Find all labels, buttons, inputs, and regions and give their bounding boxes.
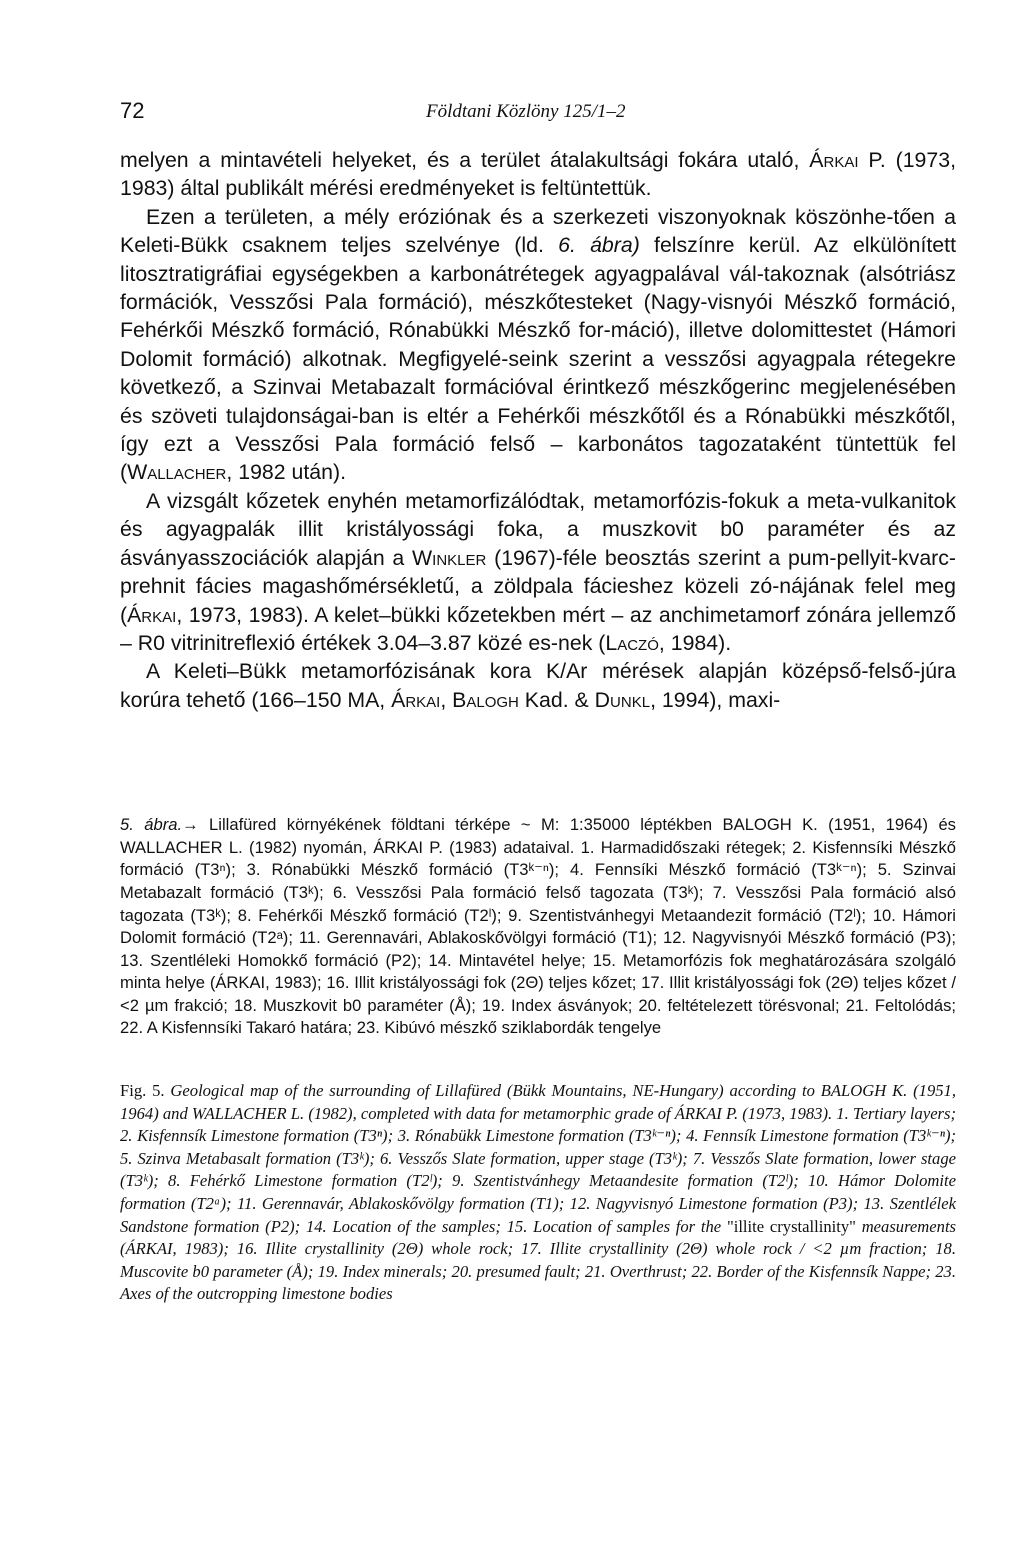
- caption-quote: "illite crystallinity": [726, 1216, 856, 1236]
- main-text: [120, 146, 956, 714]
- figure-label: 5. ábra.→: [120, 815, 199, 835]
- paragraph-3: A vizsgált kőzetek enyhén metamorfizálódtak, metamorfózis-fokuk a meta-vulkanitok és agyagpalák illit kristályossági foka, a muszkovit b0 paraméter és az ásványasszociációk alapján a Winkler (1967)-féle beosztás szerint a pum-pellyit-kvarc-prehnit fácies magashőmérsékletű, a zöldpala fácieshez közeli zó-nájának felel meg (Árkai, 1973, 1983). A kelet–bükki kőzetekben mért – az anchimetamorf zónára jellemző – R0 vitrinitreflexió értékek 3.04–3.87 közé es-nek (Laczó, 1984).: [120, 488, 957, 655]
- figure-reference: 6. ábra): [558, 233, 640, 258]
- author-name: Árkai, Balogh: [391, 687, 519, 712]
- author-name: Árkai P.: [809, 148, 886, 172]
- subscript-zero: 0: [732, 517, 744, 542]
- figure-caption-english: [120, 1080, 956, 1306]
- paragraph-1: melyen a mintavételi helyeket, és a terület átalakultsági fokára utaló, Árkai P. (1973, 1983) által publikált mérési eredményeket is feltüntettük.: [120, 148, 956, 201]
- figure-caption-hungarian: [120, 814, 956, 1040]
- caption-text: Geological map of the surrounding of Lillafüred (Bükk Mountains, NE-Hungary) according to BALOGH K. (1951, 1964) and WALLACHER L. (1982), completed with data for metamorphic grade of ÁRKAI P. (1973, 1983). 1. Tertiary layers; 2. Kisfennsík Limestone formation (T3ⁿ); 3. Rónabükk Limestone formation (T3ᵏ⁻ⁿ); 4. Fennsík Limestone formation (T3ᵏ⁻ⁿ); 5. Szinva Metabasalt formation (T3ᵏ); 6. Vesszős Slate formation, upper stage (T3ᵏ); 7. Vesszős Slate formation, lower stage (T3ᵏ); 8. Fehérkő Limestone formation (T2ˡ); 9. Szentistvánhegy Metaandesite formation (T2ˡ); 10. Hámor Dolomite formation (T2ᵃ); 11. Gerennavár, Ablakoskővölgy formation (T1); 12. Nagyvisnyó Limestone formation (P3); 13. Szentlélek Sandstone formation (P2); 14. Location of the samples; 15. Location of samples for the: [120, 1081, 956, 1236]
- author-name: Winkler: [412, 545, 487, 570]
- author-name: Laczó: [605, 630, 659, 655]
- page: [120, 98, 956, 1306]
- figure-label: Fig. 5.: [120, 1081, 165, 1101]
- paragraph-4: A Keleti–Bükk metamorfózisának kora K/Ar mérések alapján középső-felső-júra korúra tehető (166–150 MA, Árkai, Balogh Kad. & Dunkl, 1994), maxi-: [120, 659, 956, 712]
- author-name: Dunkl: [594, 687, 651, 712]
- running-header: [120, 98, 956, 134]
- page-number: 72: [120, 98, 145, 123]
- journal-title: Földtani Közlöny 125/1–2: [426, 101, 626, 122]
- paragraph-2: Ezen a területen, a mély eróziónak és a szerkezeti viszonyoknak köszönhe-tően a Keleti-Bükk csaknem teljes szelvénye (ld. 6. ábra) felszínre kerül. Az elkülönített litosztratigráfiai egységekben a karbonátrétegek agyagpalával vál-takoznak (alsótriász formációk, Vesszősi Pala formáció), mészkőtesteket (Nagy-visnyói Mészkő formáció, Fehérkői Mészkő formáció, Rónabükki Mészkő for-máció), illetve dolomittestet (Hámori Dolomit formáció) alkotnak. Megfigyelé-seink szerint a vesszősi agyagpala rétegekre következő, a Szinvai Metabazalt formációval érintkező mészkőgerinc megjelenésében és szöveti tulajdonságai-ban is eltér a Fehérkői mészkőtől és a Rónabükki mészkőtől, így ezt a Vesszősi Pala formáció felső – karbonátos tagozataként tüntettük fel (Wallacher, 1982 után).: [120, 204, 956, 485]
- caption-text: measurements (ÁRKAI, 1983); 16. Illite crystallinity (2Θ) whole rock; 17. Illite crystallinity (2Θ) whole rock / <2 µm fraction; 18. Muscovite b0 parameter (Å); 19. Index minerals; 20. presumed fault; 21. Overthrust; 22. Border of the Kisfennsík Nappe; 23. Axes of the outcropping limestone bodies: [120, 1216, 957, 1304]
- author-name: Wallacher: [127, 460, 227, 485]
- caption-text: Lillafüred környékének földtani térképe ~ M: 1:35000 léptékben BALOGH K. (1951, 1964) és WALLACHER L. (1982) nyomán, ÁRKAI P. (1983) adataival. 1. Harmadidőszaki rétegek; 2. Kisfennsíki Mészkő formáció (T3ⁿ); 3. Rónabükki Mészkő formáció (T3ᵏ⁻ⁿ); 4. Fennsíki Mészkő formáció (T3ᵏ⁻ⁿ); 5. Szinvai Metabazalt formáció (T3ᵏ); 6. Vesszősi Pala formáció felső tagozata (T3ᵏ); 7. Vesszősi Pala formáció alsó tagozata (T3ᵏ); 8. Fehérkői Mészkő formáció (T2ˡ); 9. Szentistvánhegyi Metaandezit formáció (T2ˡ); 10. Hámori Dolomit formáció (T2ᵃ); 11. Gerennavári, Ablakoskővölgyi formáció (T1); 12. Nagyvisnyói Mészkő formáció (P3); 13. Szentléleki Homokkő formáció (P2); 14. Mintavétel helye; 15. Metamorfózis fok meghatározására szolgáló minta helye (ÁRKAI, 1983); 16. Illit kristályossági fok (2Θ) teljes kőzet; 17. Illit kristályossági fok (2Θ) teljes kőzet / <2 µm frakció; 18. Muszkovit b0 paraméter (Å); 19. Index ásványok; 20. feltételezett törésvonal; 21. Feltolódás; 22. A Kisfennsíki Takaró határa; 23. Kibúvó mészkő sziklabordák tengelye: [120, 815, 956, 1038]
- author-name: Árkai: [127, 602, 177, 627]
- subscript-zero: 0: [153, 630, 166, 655]
